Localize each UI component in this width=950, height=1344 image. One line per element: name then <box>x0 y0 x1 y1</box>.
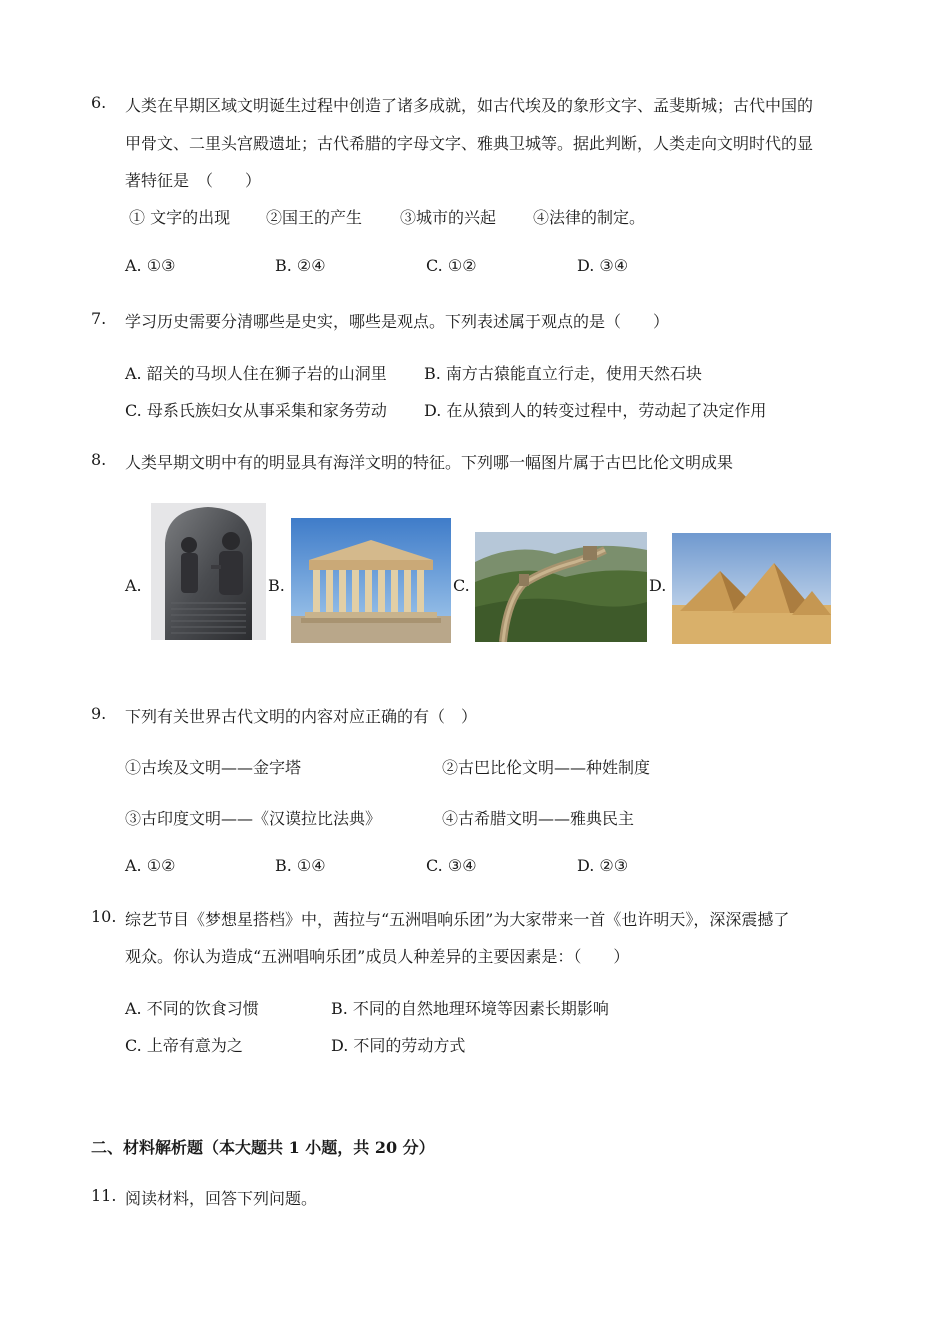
q8-option-a-label: A. <box>125 576 142 595</box>
q9-option-a: A. ①② <box>125 856 176 875</box>
pyramids-image <box>672 533 831 644</box>
q9-option-b: B. ①④ <box>275 856 326 875</box>
q6-stem-line2: 甲骨文、二里头宫殿遗址；古代希腊的字母文字、雅典卫城等。据此判断，人类走向文明时代的显 <box>125 134 814 153</box>
q6-item-2: ②国王的产生 <box>266 208 363 227</box>
q8-option-d-label: D. <box>649 576 667 595</box>
q9-item-4: ④古希腊文明——雅典民主 <box>442 809 635 828</box>
q6-option-b: B. ②④ <box>275 256 326 275</box>
q9-item-1: ①古埃及文明——金字塔 <box>125 758 302 777</box>
hammurabi-stele-image <box>151 503 266 640</box>
q10-option-a: A. 不同的饮食习惯 <box>125 999 259 1018</box>
q6-stem-line3: 著特征是 （ ） <box>125 171 262 190</box>
q7-option-d: D. 在从猿到人的转变过程中，劳动起了决定作用 <box>424 401 767 420</box>
q7-number: 7. <box>91 309 107 328</box>
q6-stem-line1: 人类在早期区域文明诞生过程中创造了诸多成就，如古代埃及的象形文字、孟斐斯城；古代中国的 <box>125 96 814 115</box>
q8-option-b-label: B. <box>268 576 285 595</box>
q6-item-4: ④法律的制定。 <box>533 208 646 227</box>
q10-option-b: B. 不同的自然地理环境等因素长期影响 <box>331 999 609 1018</box>
q7-option-b: B. 南方古猿能直立行走，使用天然石块 <box>424 364 702 383</box>
q6-option-a: A. ①③ <box>125 256 176 275</box>
q8-number: 8. <box>91 450 107 469</box>
great-wall-image <box>475 532 647 642</box>
q9-number: 9. <box>91 704 107 723</box>
q7-stem: 学习历史需要分清哪些是史实，哪些是观点。下列表述属于观点的是（ ） <box>125 312 670 331</box>
q7-option-a: A. 韶关的马坝人住在狮子岩的山洞里 <box>125 364 387 383</box>
q6-number: 6. <box>91 93 107 112</box>
q9-stem: 下列有关世界古代文明的内容对应正确的有（ ） <box>125 707 478 726</box>
q7-option-c: C. 母系氏族妇女从事采集和家务劳动 <box>125 401 387 420</box>
q10-stem-line1: 综艺节目《梦想星搭档》中，茜拉与“五洲唱响乐团”为大家带来一首《也许明天》，深深震撼了 <box>125 910 790 929</box>
q6-item-1: ① 文字的出现 <box>129 208 231 227</box>
q10-option-c: C. 上帝有意为之 <box>125 1036 243 1055</box>
q10-stem-line2: 观众。你认为造成“五洲唱响乐团”成员人种差异的主要因素是：（ ） <box>125 947 630 966</box>
q6-item-3: ③城市的兴起 <box>400 208 497 227</box>
q8-stem: 人类早期文明中有的明显具有海洋文明的特征。下列哪一幅图片属于古巴比伦文明成果 <box>125 453 734 472</box>
parthenon-image <box>291 518 451 643</box>
q10-number: 10. <box>91 907 117 926</box>
q9-item-2: ②古巴比伦文明——种姓制度 <box>442 758 651 777</box>
section-heading: 二、材料解析题（本大题共 1 小题，共 20 分） <box>91 1138 435 1157</box>
q6-option-c: C. ①② <box>426 256 477 275</box>
q8-option-c-label: C. <box>453 576 470 595</box>
q9-option-c: C. ③④ <box>426 856 477 875</box>
q10-option-d: D. 不同的劳动方式 <box>331 1036 466 1055</box>
q6-option-d: D. ③④ <box>577 256 629 275</box>
q11-stem: 阅读材料，回答下列问题。 <box>125 1189 318 1208</box>
q9-item-3: ③古印度文明——《汉谟拉比法典》 <box>125 809 382 828</box>
q11-number: 11. <box>91 1186 117 1205</box>
q9-option-d: D. ②③ <box>577 856 629 875</box>
